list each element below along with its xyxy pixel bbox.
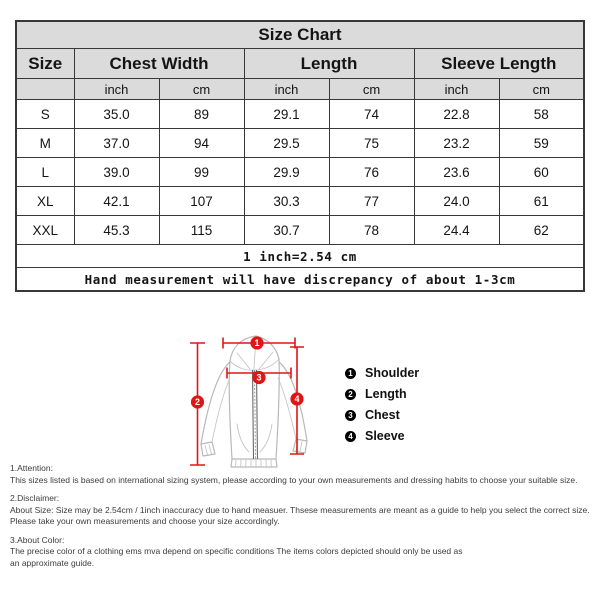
about-color-text: an approximate guide. (10, 557, 95, 568)
size-label: XL (16, 187, 74, 216)
table-cell: 75 (329, 129, 414, 158)
legend-item-length (345, 387, 419, 401)
table-cell: 62 (499, 216, 584, 245)
disclaimer-heading: 2.Disclaimer: (10, 493, 60, 503)
length-marker-number: 2 (194, 397, 201, 408)
size-chart-table (15, 20, 585, 292)
table-cell: 29.5 (244, 129, 329, 158)
legend-label: Shoulder (365, 366, 420, 380)
table-cell: 89 (159, 100, 244, 129)
length-number-icon: 2 (345, 389, 356, 400)
table-footnote-row (16, 245, 584, 268)
table-cell: 29.1 (244, 100, 329, 129)
table-cell: 37.0 (74, 129, 159, 158)
col-header-size: Size (16, 49, 74, 79)
table-cell: 78 (329, 216, 414, 245)
chest-number-icon: 3 (345, 410, 356, 421)
table-cell: 30.7 (244, 216, 329, 245)
table-row (16, 100, 584, 129)
disclaimer-text: About Size: Size may be 2.54cm / 1inch inaccuracy due to hand measuer. Thsese measurements are meant as a guide to help you select the correct size. (10, 504, 590, 515)
table-cell: 74 (329, 100, 414, 129)
attention-section (10, 463, 598, 486)
sleeve-marker-number: 4 (294, 394, 300, 405)
unit-cell: inch (414, 79, 499, 100)
measurement-discrepancy-note: Hand measurement will have discrepancy of about 1-3cm (16, 268, 584, 292)
measurement-legend (345, 366, 419, 450)
size-label: S (16, 100, 74, 129)
table-cell: 39.0 (74, 158, 159, 187)
attention-heading: 1.Attention: (10, 463, 54, 473)
table-cell: 59 (499, 129, 584, 158)
chest-marker-number: 3 (256, 372, 262, 383)
table-cell: 24.0 (414, 187, 499, 216)
unit-cell-empty (16, 79, 74, 100)
table-cell: 99 (159, 158, 244, 187)
disclaimer-text: Please take your own measurements and choose your size accordingly. (10, 516, 280, 526)
attention-text: This sizes listed is based on international sizing system, please according to your own measurements and dressing habits to choose your suitable size. (10, 474, 578, 485)
table-title-row (16, 21, 584, 49)
table-row (16, 158, 584, 187)
disclaimer-section (10, 493, 598, 528)
table-cell: 29.9 (244, 158, 329, 187)
table-cell: 45.3 (74, 216, 159, 245)
legend-item-chest (345, 408, 419, 422)
sleeve-number-icon: 4 (345, 431, 356, 442)
size-label: L (16, 158, 74, 187)
table-cell: 77 (329, 187, 414, 216)
table-cell: 58 (499, 100, 584, 129)
table-title: Size Chart (16, 21, 584, 49)
shoulder-number-icon: 1 (345, 368, 356, 379)
legend-label: Chest (365, 408, 400, 422)
about-color-text: The precise color of a clothing ems mva depend on specific conditions The items colors depicted should only be used as (10, 546, 463, 556)
unit-cell: cm (159, 79, 244, 100)
table-cell: 22.8 (414, 100, 499, 129)
table-unit-row (16, 79, 584, 100)
about-color-section (10, 535, 598, 570)
table-cell: 23.6 (414, 158, 499, 187)
legend-label: Sleeve (365, 429, 405, 443)
measurement-diagram (0, 326, 600, 476)
table-cell: 60 (499, 158, 584, 187)
legend-item-sleeve (345, 429, 419, 443)
table-cell: 107 (159, 187, 244, 216)
table-row (16, 216, 584, 245)
unit-cell: cm (329, 79, 414, 100)
unit-cell: cm (499, 79, 584, 100)
size-label: M (16, 129, 74, 158)
size-label: XXL (16, 216, 74, 245)
table-cell: 23.2 (414, 129, 499, 158)
table-header-row (16, 49, 584, 79)
table-cell: 24.4 (414, 216, 499, 245)
shoulder-marker-number: 1 (254, 338, 260, 349)
table-cell: 35.0 (74, 100, 159, 129)
inch-conversion-note: 1 inch=2.54 cm (16, 245, 584, 268)
legend-label: Length (365, 387, 407, 401)
unit-cell: inch (244, 79, 329, 100)
table-row (16, 129, 584, 158)
footnotes (10, 463, 598, 576)
col-header-length: Length (244, 49, 414, 79)
about-color-heading: 3.About Color: (10, 534, 65, 545)
table-row (16, 187, 584, 216)
table-cell: 42.1 (74, 187, 159, 216)
table-cell: 94 (159, 129, 244, 158)
col-header-chest-width: Chest Width (74, 49, 244, 79)
col-header-sleeve-length: Sleeve Length (414, 49, 584, 79)
hoodie-illustration (160, 326, 340, 471)
table-cell: 115 (159, 216, 244, 245)
unit-cell: inch (74, 79, 159, 100)
table-cell: 30.3 (244, 187, 329, 216)
legend-item-shoulder (345, 366, 419, 380)
table-cell: 76 (329, 158, 414, 187)
table-cell: 61 (499, 187, 584, 216)
table-footnote-row (16, 268, 584, 292)
